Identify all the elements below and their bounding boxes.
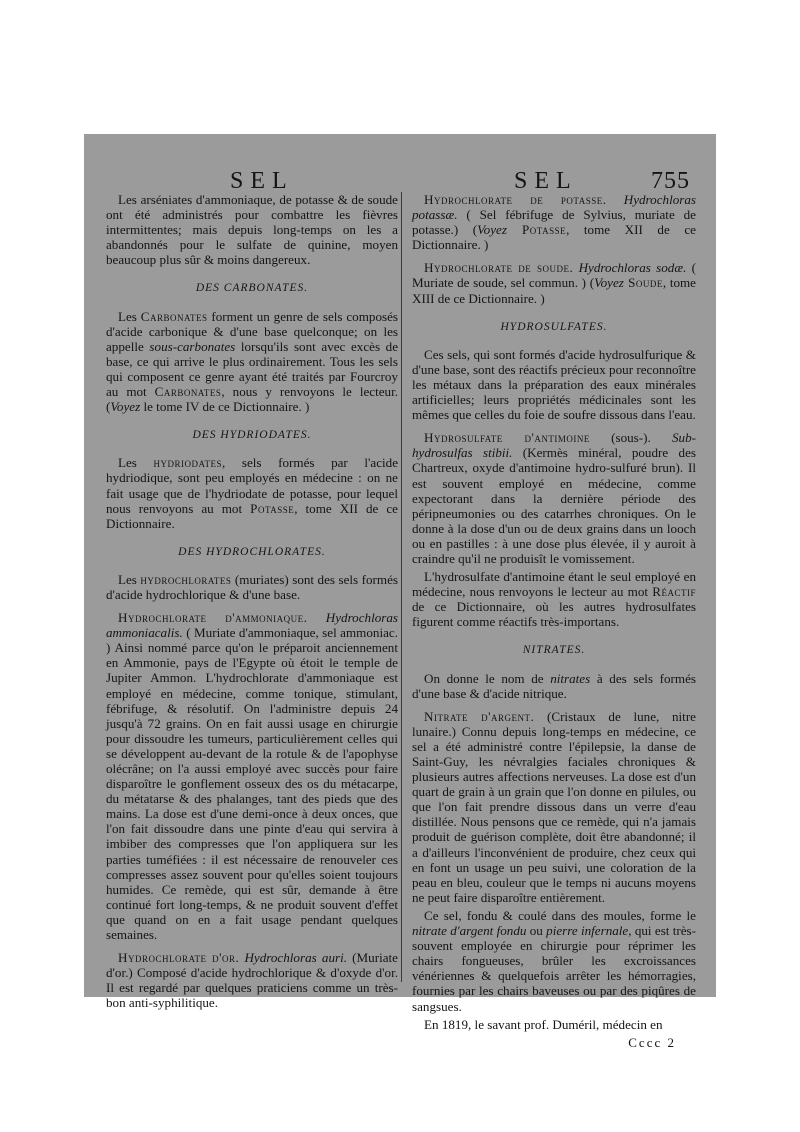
paragraph-hydriodates: Les hydriodates, sels formés par l'acide hydriodique, sont peu employés en médecine : on ne fait usage que de l'hydriodate de potasse, pour lequel nous renvoyons au mot Potasse, tome XII de ce Dictionnaire. bbox=[106, 455, 399, 531]
entry-hydrosulfate-antimoine: Hydrosulfate d'antimoine (sous-). Sub-hydrosulfas stibii. (Kermès minéral, poudre des Chartreux, oxyde d'antimoine hydro-sulfuré brun). Il est souvent employé en médecine, comme expectorant dans la dernière période des péripneumonies ou des catarrhes chroniques. On le donne à la dose d'un ou de deux grains dans un looch ou en pastilles : à une dose plus élevée, il y auroit à craindre qu'il ne produisît le vomissement. bbox=[412, 430, 696, 566]
paragraph-arseniates: Les arséniates d'ammoniaque, de potasse & de soude ont été administrés pour combattre les fièvres intermittentes; mais depuis long-temps on les a abandonnés pour le sulfate de quinine, moyen beaucoup plus sûr & moins dangereux. bbox=[106, 192, 398, 268]
entry-nitrate-argent: Nitrate d'argent. (Cristaux de lune, nitre lunaire.) Connu depuis long-temps en médecine, ce sel a été administré contre l'épilepsie, la danse de Saint-Guy, les névralgies faciales chroniques & plusieurs autres affections nerveuses. La dose est d'un quart de grain à un grain que l'on donne en pilules, ou que l'on fait prendre dissous dans un verre d'eau distillée. Nous pensons que ce remède, qui n'a jamais produit de guérison complète, doit être abandonné; il a d'ailleurs l'inconvénient de produire, chez ceux qui en font un usage un peu suivi, une coloration de la peau en bleu, couleur que le temps ni aucuns moyens ne peut faire disparoître entièrement. bbox=[412, 708, 696, 905]
left-column bbox=[106, 192, 398, 1014]
entry-hydrochlorate-potasse: Hydrochlorate de potasse. Hydrochloras potassæ. ( Sel fébrifuge de Sylvius, muriate de potasse.) (Voyez Potasse, tome XII de ce Dictionnaire. ) bbox=[412, 192, 696, 253]
paragraph-carbonates: Les Carbonates forment un genre de sels composés d'acide carbonique & d'une base quelconque; on les appelle sous-carbonates lorsqu'ils sont avec excès de base, ce qui arrive le plus ordinairement. Tous les sels qui composent ce genre ayant été traités par Fourcroy au mot Carbonates, nous y renvoyons le lecteur. (Voyez le tome IV de ce Dictionnaire. ) bbox=[106, 308, 399, 415]
column-divider bbox=[401, 192, 402, 982]
paragraph-dumeril: En 1819, le savant prof. Duméril, médecin en bbox=[424, 1016, 663, 1032]
paragraph-nitrate-fondu: Ce sel, fondu & coulé dans des moules, forme le nitrate d'argent fondu ou pierre infernale, qui est très-souvent employée en chirurgie pour réprimer les chairs fongueuses, brûler les excroissances vénériennes & quelquefois arrêter les hémorragies, fournies par les chairs baveuses ou par des piqûres de sangsues. bbox=[412, 907, 697, 1014]
signature-mark: Cccc 2 bbox=[628, 1034, 676, 1050]
paragraph-hydrochlorates: Les hydrochlorates (muriates) sont des sels formés d'acide hydrochlorique & d'une base. bbox=[106, 571, 398, 602]
section-heading-hydrochlorates: DES HYDROCHLORATES. bbox=[178, 545, 326, 558]
paragraph-nitrates: On donne le nom de nitrates à des sels formés d'une base & d'acide nitrique. bbox=[412, 670, 696, 701]
entry-hydrochlorate-or: Hydrochlorate d'or. Hydrochloras auri. (Muriate d'or.) Composé d'acide hydrochlorique & d'oxyde d'or. Il est regardé par quelques praticiens comme un très-bon anti-syphilitique. bbox=[106, 950, 398, 1011]
page-number: 755 bbox=[651, 168, 690, 194]
paragraph-hydrosulfate-reactif: L'hydrosulfate d'antimoine étant le seul employé en médecine, nous renvoyons le lecteur au mot Réactif de ce Dictionnaire, où les autres hydrosulfates figurent comme réactifs très-importans. bbox=[412, 569, 696, 630]
running-head-left: SEL bbox=[230, 168, 294, 194]
right-column bbox=[412, 192, 696, 1050]
paragraph-hydrosulfates: Ces sels, qui sont formés d'acide hydrosulfurique & d'une base, sont des réactifs précieux pour reconnoître les métaux dans la préparation des eaux minérales artificielles; leurs propriétés médicinales sont les mêmes que celles du foie de soufre dissous dans l'eau. bbox=[412, 346, 696, 423]
section-heading-hydrosulfates: HYDROSULFATES. bbox=[500, 320, 608, 333]
entry-hydrochlorate-ammoniaque: Hydrochlorate d'ammoniaque. Hydrochloras ammoniacalis. ( Muriate d'ammoniaque, sel ammoniac. ) Ainsi nommé parce qu'on le préparoit anciennement en Ammonie, pays de l'Egypte où étoit le temple de Jupiter Ammon. L'hydrochlorate d'ammoniaque est employé en médecine, comme tonique, stimulant, fébrifuge, & résolutif. On l'administre depuis 24 jusqu'à 72 grains. On en fait aussi usage en chirurgie pour dissoudre les tumeurs, particulièrement celles qui se développent au-devant de la rotule & de l'apophyse olécrâne; on l'a aussi employé avec succès pour faire disparoître le gonflement osseux des os du métacarpe, du métatarse & des phalanges, tant des pieds que des mains. La dose est d'une demi-once à deux onces, que l'on fait dissoudre dans une pinte d'eau qui servira à imbiber des compresses que l'on appliquera sur les parties tuméfiées : il est nécessaire de renouveler ces compresses assez souvent pour qu'elles soient toujours humides. Ce remède, qui est sûr, demande à être continué fort long-temps, & ne produit souvent d'effet que quand on en a fait usage pendant quelques semaines. bbox=[106, 610, 399, 943]
section-heading-hydriodates: DES HYDRIODATES. bbox=[192, 429, 312, 442]
entry-hydrochlorate-soude: Hydrochlorate de soude. Hydrochloras sodæ. ( Muriate de soude, sel commun. ) (Voyez Soude, tome XIII de ce Dictionnaire. ) bbox=[412, 260, 696, 306]
section-heading-carbonates: DES CARBONATES. bbox=[195, 282, 309, 295]
section-heading-nitrates: NITRATES. bbox=[522, 644, 586, 657]
running-head-right: SEL bbox=[514, 168, 578, 194]
scanned-page bbox=[84, 134, 716, 1050]
